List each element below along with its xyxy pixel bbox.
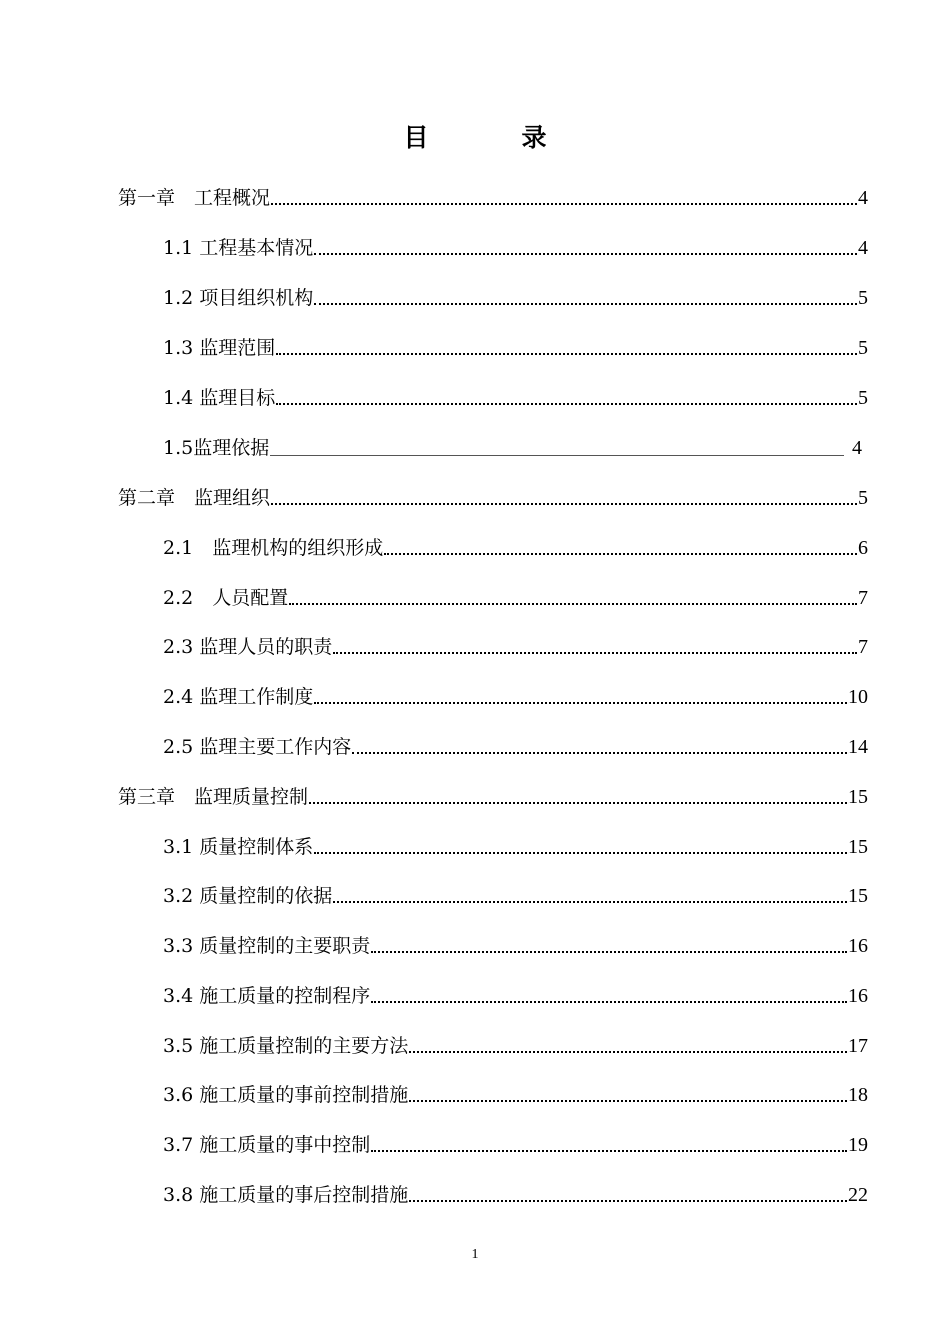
toc-entry-label: 1.5监理依据 <box>163 437 270 459</box>
toc-entry-page: 18 <box>848 1084 868 1106</box>
dot-leader <box>314 852 847 854</box>
toc-entry[interactable] <box>163 583 868 613</box>
toc-entry-label: 1.1 工程基本情况 <box>163 237 314 259</box>
page-number: 1 <box>471 1247 479 1262</box>
toc-entry[interactable] <box>163 632 868 662</box>
toc-entry-page: 22 <box>848 1184 868 1206</box>
toc-entry-page: 14 <box>848 736 868 758</box>
toc-entry[interactable] <box>163 333 868 363</box>
toc-entry[interactable] <box>163 682 868 712</box>
toc-entry-page: 5 <box>858 387 868 409</box>
toc-entry[interactable] <box>163 1031 868 1061</box>
toc-entry[interactable] <box>163 383 868 413</box>
dot-leader <box>371 951 847 953</box>
toc-entry-label: 2.4 监理工作制度 <box>163 686 314 708</box>
toc-entry-label: 1.4 监理目标 <box>163 387 276 409</box>
toc-entry-page: 15 <box>848 885 868 907</box>
dot-leader <box>409 1200 847 1202</box>
toc-entry-label: 1.2 项目组织机构 <box>163 287 314 309</box>
dot-leader <box>289 603 857 605</box>
dot-leader <box>333 652 857 654</box>
toc-entry[interactable] <box>163 433 862 463</box>
dot-leader <box>314 702 847 704</box>
toc-entry-label: 2.1 监理机构的组织形成 <box>163 537 384 559</box>
toc-entry[interactable] <box>163 1180 868 1210</box>
dot-leader <box>314 303 857 305</box>
dot-leader <box>371 1001 847 1003</box>
toc-entry[interactable] <box>163 533 868 563</box>
toc-entry-page: 7 <box>858 587 868 609</box>
dot-leader <box>271 203 857 205</box>
toc-entry-page: 5 <box>858 487 868 509</box>
toc-entry-page: 15 <box>848 786 868 808</box>
toc-entry-page: 17 <box>848 1035 868 1057</box>
toc-entry[interactable] <box>163 981 868 1011</box>
toc-entry-label: 3.5 施工质量控制的主要方法 <box>163 1035 409 1057</box>
dot-leader <box>371 1150 847 1152</box>
dot-leader <box>333 901 847 903</box>
toc-entry-label: 1.3 监理范围 <box>163 337 276 359</box>
toc-entry-label: 第三章 监理质量控制 <box>118 786 309 808</box>
dot-leader <box>352 752 847 754</box>
toc-entry-page: 19 <box>848 1134 868 1156</box>
toc-entry[interactable] <box>118 183 868 213</box>
toc-entry-label: 3.3 质量控制的主要职责 <box>163 935 371 957</box>
dot-leader <box>276 353 857 355</box>
toc-entry-label: 3.6 施工质量的事前控制措施 <box>163 1084 409 1106</box>
toc-entry-label: 3.4 施工质量的控制程序 <box>163 985 371 1007</box>
underline-leader <box>270 455 844 456</box>
toc-entry-page: 5 <box>858 337 868 359</box>
toc-entry[interactable] <box>163 881 868 911</box>
toc-entry-page: 10 <box>848 686 868 708</box>
toc-entry-label: 第一章 工程概况 <box>118 187 271 209</box>
dot-leader <box>409 1051 847 1053</box>
dot-leader <box>309 802 847 804</box>
toc-entry-page: 4 <box>852 437 862 459</box>
toc-entry[interactable] <box>118 483 868 513</box>
toc-entry-page: 16 <box>848 985 868 1007</box>
toc-entry-label: 3.8 施工质量的事后控制措施 <box>163 1184 409 1206</box>
toc-entry-page: 4 <box>858 237 868 259</box>
toc-entry-page: 16 <box>848 935 868 957</box>
toc-entry-label: 第二章 监理组织 <box>118 487 271 509</box>
toc-entry-page: 7 <box>858 636 868 658</box>
toc-entry[interactable] <box>163 1080 868 1110</box>
dot-leader <box>384 553 857 555</box>
dot-leader <box>314 253 857 255</box>
toc-entry-label: 2.3 监理人员的职责 <box>163 636 333 658</box>
dot-leader <box>276 403 857 405</box>
toc-entry-page: 6 <box>858 537 868 559</box>
toc-entry[interactable] <box>163 283 868 313</box>
dot-leader <box>409 1100 847 1102</box>
toc-entry-page: 4 <box>858 187 868 209</box>
toc-entry-label: 2.5 监理主要工作内容 <box>163 736 352 758</box>
toc-entry-label: 2.2 人员配置 <box>163 587 289 609</box>
toc-entry-label: 3.2 质量控制的依据 <box>163 885 333 907</box>
toc-entry[interactable] <box>163 732 868 762</box>
toc-entry-page: 15 <box>848 836 868 858</box>
toc-entry-label: 3.7 施工质量的事中控制 <box>163 1134 371 1156</box>
toc-title: 目 录 <box>403 123 581 152</box>
toc-entry[interactable] <box>163 832 868 862</box>
toc-entry[interactable] <box>163 931 868 961</box>
toc-entry-page: 5 <box>858 287 868 309</box>
toc-entry[interactable] <box>163 233 868 263</box>
toc-entry[interactable] <box>118 782 868 812</box>
toc-entry[interactable] <box>163 1130 868 1160</box>
toc-entry-label: 3.1 质量控制体系 <box>163 836 314 858</box>
dot-leader <box>271 503 857 505</box>
